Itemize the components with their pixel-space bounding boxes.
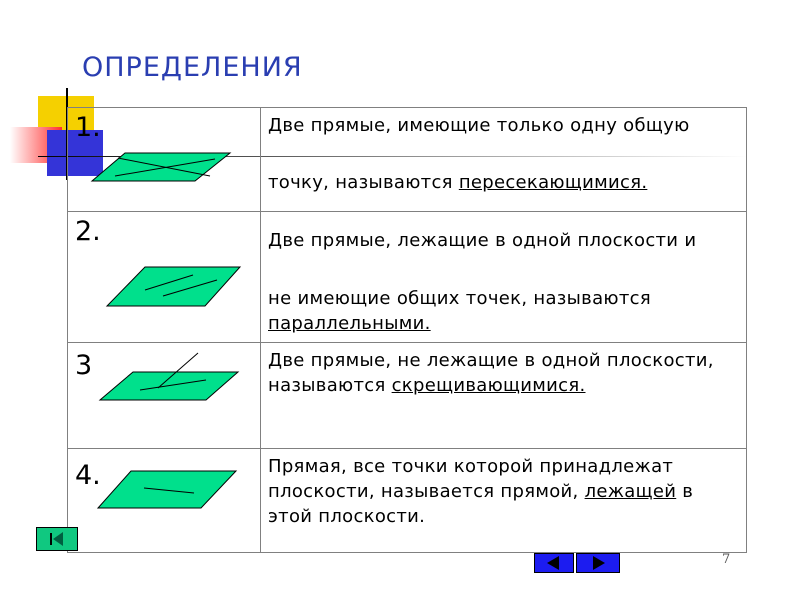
page-number: 7 [722,552,731,567]
definition-term: лежащей [584,481,677,502]
definition-line: Две прямые, не лежащие в одной плоскости, называются [268,350,714,396]
page-title: ОПРЕДЕЛЕНИЯ [82,52,303,83]
parallel-lines-figure [105,264,245,314]
definition-term: скрещивающимися. [391,375,586,396]
next-button[interactable] [576,553,620,573]
skew-lines-figure [98,350,243,405]
triangle-left-icon [535,554,573,572]
table-row-divider [67,448,747,449]
intersecting-lines-figure [90,150,240,190]
definition-text [268,170,738,195]
definition-line: точку, называются [268,172,459,193]
definition-term: пересекающимися. [458,172,648,193]
definition-term: параллельными. [268,313,431,334]
prev-button[interactable] [534,553,574,573]
definition-line: Прямая, все точки которой принадлежат плоскости, называется прямой, [268,456,674,502]
definition-line: в этой плоскости. [268,481,694,527]
table-column-divider [260,107,261,553]
row-number: 2. [75,216,101,247]
skip-back-icon [37,528,77,550]
definition-text [268,226,738,255]
definition-text [268,114,738,138]
table-row-divider [67,342,747,343]
definition-text [268,454,738,529]
definition-line: Две прямые, имеющие только одну общую [268,115,690,136]
definition-text [268,286,738,336]
definition-line: не имеющие общих точек, называются [268,288,651,309]
line-in-plane-figure [96,468,241,513]
row-number: 3 [75,350,93,381]
home-button[interactable] [36,527,78,551]
table-row-divider [67,211,747,212]
definition-line: Две прямые, лежащие в одной плоскости и [268,230,697,251]
definition-text [268,348,738,398]
triangle-right-icon [577,554,619,572]
row-number: 1. [75,112,101,143]
row-number: 4. [75,460,101,491]
